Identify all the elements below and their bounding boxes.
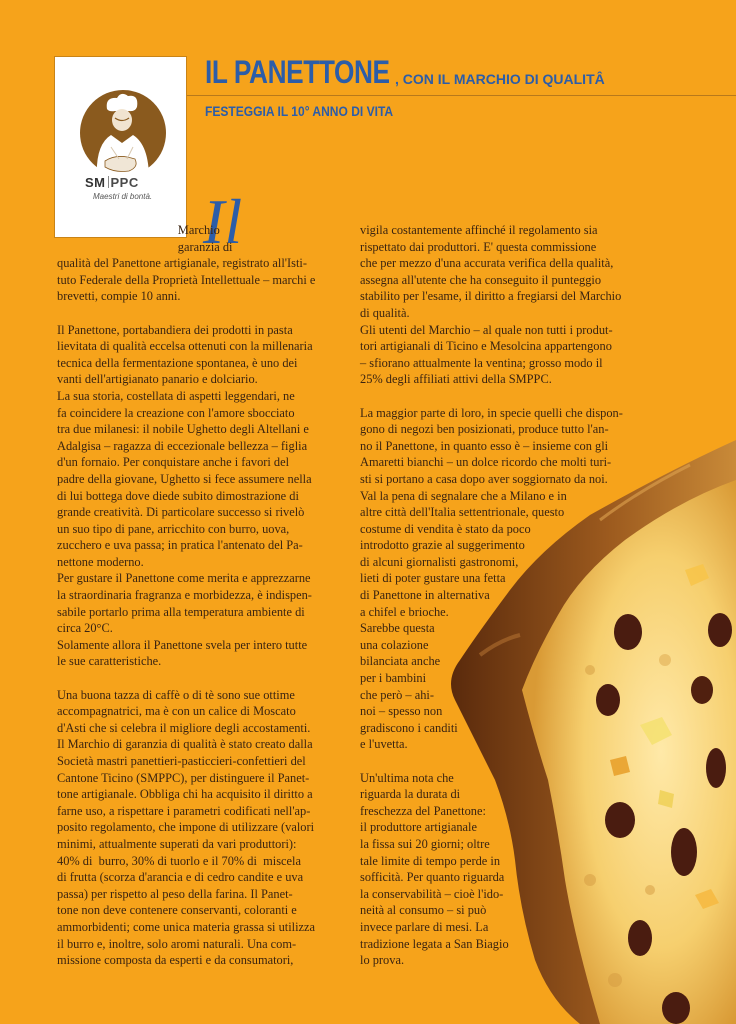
text-line: circa 20°C. [57, 621, 113, 636]
text-line: le sue caratteristiche. [57, 654, 162, 669]
text-line: la straordinaria fragranza e morbidezza, è indispen- [57, 588, 312, 603]
text-line: farne uso, a rispettare i parametri codificati nell'ap- [57, 803, 311, 818]
text-line: Cantone Ticino (SMPPC), per distinguere il Panet- [57, 770, 310, 785]
text-line: minimi, attualmente superati da vari produttori): [57, 836, 297, 851]
brand-name: SM PPC [85, 175, 139, 190]
panettone-slice-image [440, 440, 736, 1024]
text-line: Amaretti bianchi – un dolce ricordo che molti turi- [360, 455, 612, 470]
text-line: tra due milanesi: il nobile Ughetto degli Altellani e [57, 422, 309, 437]
text-line: una colazione [360, 637, 429, 652]
text-line: Adalgisa – ragazza di eccezionale bellezza – figlia [57, 438, 308, 453]
text-line: d'Asti che si celebra il migliore degli accostamenti. [57, 720, 311, 735]
text-line: Sarebbe questa [360, 621, 435, 636]
text-line: tori artigianali di Ticino e Mesolcina appartengono [360, 339, 612, 354]
text-line: sabile portarlo prima alla temperatura ambiente di [57, 604, 305, 619]
text-line: grande creatività. Di particolare successo si rivelò [57, 505, 305, 520]
text-line: Val la pena di segnalare che a Milano e in [360, 488, 567, 503]
text-line: passa) per rispetto al peso della farina. Il Panet- [57, 886, 293, 901]
text-line: vanti dell'artigianato panario e dolciario. [57, 372, 258, 387]
text-line: Il Marchio di garanzia di qualità è stato creato dalla [57, 737, 313, 752]
text-line: il produttore artigianale [360, 820, 477, 835]
text-line: noi – spesso non [360, 704, 443, 719]
text-line: Il Panettone, portabandiera dei prodotti in pasta [57, 322, 293, 337]
text-line: costume di vendita è stato da poco [360, 521, 531, 536]
text-line: padre della giovane, Ughetto si fece assumere nella [57, 471, 312, 486]
text-line: Marchio [57, 223, 220, 237]
text-line: qualità del Panettone artigianale, registrato all'Isti- [57, 256, 307, 271]
page-subtitle: FESTEGGIA IL 10° ANNO DI VITA [205, 103, 394, 119]
text-line: Gli utenti del Marchio – al quale non tutti i produt- [360, 322, 613, 337]
text-line: lievitata di qualità eccelsa ottenuti con la millenaria [57, 339, 313, 354]
text-line: lo prova. [360, 953, 405, 968]
text-line: posito regolamento, che impone di utilizzare (valori [57, 820, 315, 835]
text-line: accompagnatrici, ma è con un calice di Moscato [57, 704, 296, 719]
text-line: garanzia di [57, 239, 233, 254]
text-line: d'un fornaio. Per conquistare anche i favori del [57, 455, 290, 470]
text-line: la fissa sui 20 giorni; oltre [360, 836, 490, 851]
paragraph-gap [360, 388, 640, 405]
text-line: gono di negozi ben posizionati, produce tutto l'an- [360, 422, 609, 437]
article-column-left [57, 222, 327, 969]
text-line: gradiscono i canditi [360, 720, 458, 735]
text-line: bilanciata anche [360, 654, 441, 669]
text-line: e l'uvetta. [360, 737, 408, 752]
text-line: brevetti, compie 10 anni. [57, 289, 181, 304]
text-line: neità al consumo – si può [360, 903, 487, 918]
text-line: Società mastri panettieri-pasticcieri-confettieri del [57, 754, 306, 768]
paragraph-gap [57, 305, 327, 322]
title-rule [187, 95, 736, 96]
text-line: riguarda la durata di [360, 787, 461, 802]
text-line: rispettato dai produttori. E' questa commissione [360, 239, 597, 254]
text-line: – sfiorano attualmente la ventina; grosso modo il [360, 355, 603, 370]
text-line: fa coincidere la creazione con l'amore sbocciato [57, 405, 295, 420]
text-line: che per mezzo d'una accurata verifica della qualità, [360, 256, 614, 271]
text-line: di alcuni giornalisti gastronomi, [360, 554, 519, 569]
text-line: invece parlare di mesi. La [360, 919, 489, 934]
text-line: sti si portano a casa dopo aver soggiornato da noi. [360, 471, 608, 486]
text-line: a chifel e brioche. [360, 604, 449, 619]
text-line: tone non deve contenere conservanti, coloranti e [57, 903, 297, 918]
text-line: assegna all'utente che ha conseguito il punteggio [360, 272, 602, 287]
smppc-logo [54, 56, 187, 238]
text-line: no il Panettone, in quanto esso è – insieme con gli [360, 438, 609, 453]
text-line: zucchero e uva passa; in pratica l'antenato del Pa- [57, 538, 303, 553]
text-line: la conservabilità – cioè l'ido- [360, 886, 504, 901]
text-line: altre città dell'Italia settentrionale, questo [360, 505, 565, 520]
text-line: stabilito per l'esame, il diritto a fregiarsi del Marchio [360, 289, 622, 304]
text-line: 25% degli affiliati attivi della SMPPC. [360, 372, 552, 387]
text-line: freschezza del Panettone: [360, 803, 486, 818]
page-title: IL PANETTONE , CON IL MARCHIO DI QUALITÂ [205, 54, 605, 90]
text-line: lieti di poter gustare una fetta [360, 571, 506, 586]
text-line: ammorbidenti; come unica materia grassa si utilizza [57, 919, 316, 934]
text-line: che però – ahi- [360, 687, 434, 702]
drop-cap: Il [203, 186, 243, 257]
text-line: per i bambini [360, 671, 427, 686]
text-line: vigila costantemente affinché il regolamento sia [360, 223, 598, 237]
text-line: La sua storia, costellata di aspetti leggendari, ne [57, 388, 295, 403]
text-line: nettone moderno. [57, 554, 144, 569]
text-line: Solamente allora il Panettone svela per intero tutte [57, 637, 308, 652]
text-line: tradizione legata a San Biagio [360, 936, 509, 951]
text-line: tuto Federale della Proprietà Intellettuale – marchi e [57, 272, 316, 287]
text-line: di qualità. [360, 305, 410, 320]
text-line: Una buona tazza di caffè o di tè sono sue ottime [57, 687, 295, 702]
text-line: tone artigianale. Obbliga chi ha acquisito il diritto a [57, 787, 313, 802]
text-line: Un'ultima nota che [360, 770, 454, 785]
text-line: tale limite di tempo perde in [360, 853, 501, 868]
text-line: La maggior parte di loro, in specie quelli che dispon- [360, 405, 623, 420]
text-line: 40% di burro, 30% di tuorlo e il 70% di miscela [57, 853, 301, 868]
text-line: tecnica della fermentazione spontanea, è uno dei [57, 355, 298, 370]
text-line: il burro e, inoltre, solo aromi naturali. Una com- [57, 936, 297, 951]
text-line: missione composta da esperti e da consumatori, [57, 953, 294, 968]
paragraph-gap [57, 670, 327, 687]
text-line: un suo tipo di pane, arricchito con burro, uova, [57, 521, 290, 536]
text-line: Per gustare il Panettone come merita e apprezzarne [57, 571, 311, 586]
text-line: introdotto grazie al suggerimento [360, 538, 525, 553]
text-line: di Panettone in alternativa [360, 588, 490, 603]
text-line: sofficità. Per quanto riguarda [360, 870, 505, 885]
text-line: di frutta (scorza d'arancia e di cedro candite e uva [57, 870, 304, 885]
brand-tagline: Maestri di bontà. [93, 192, 153, 201]
text-line: di lui bottega dove diede subito dimostrazione di [57, 488, 299, 503]
